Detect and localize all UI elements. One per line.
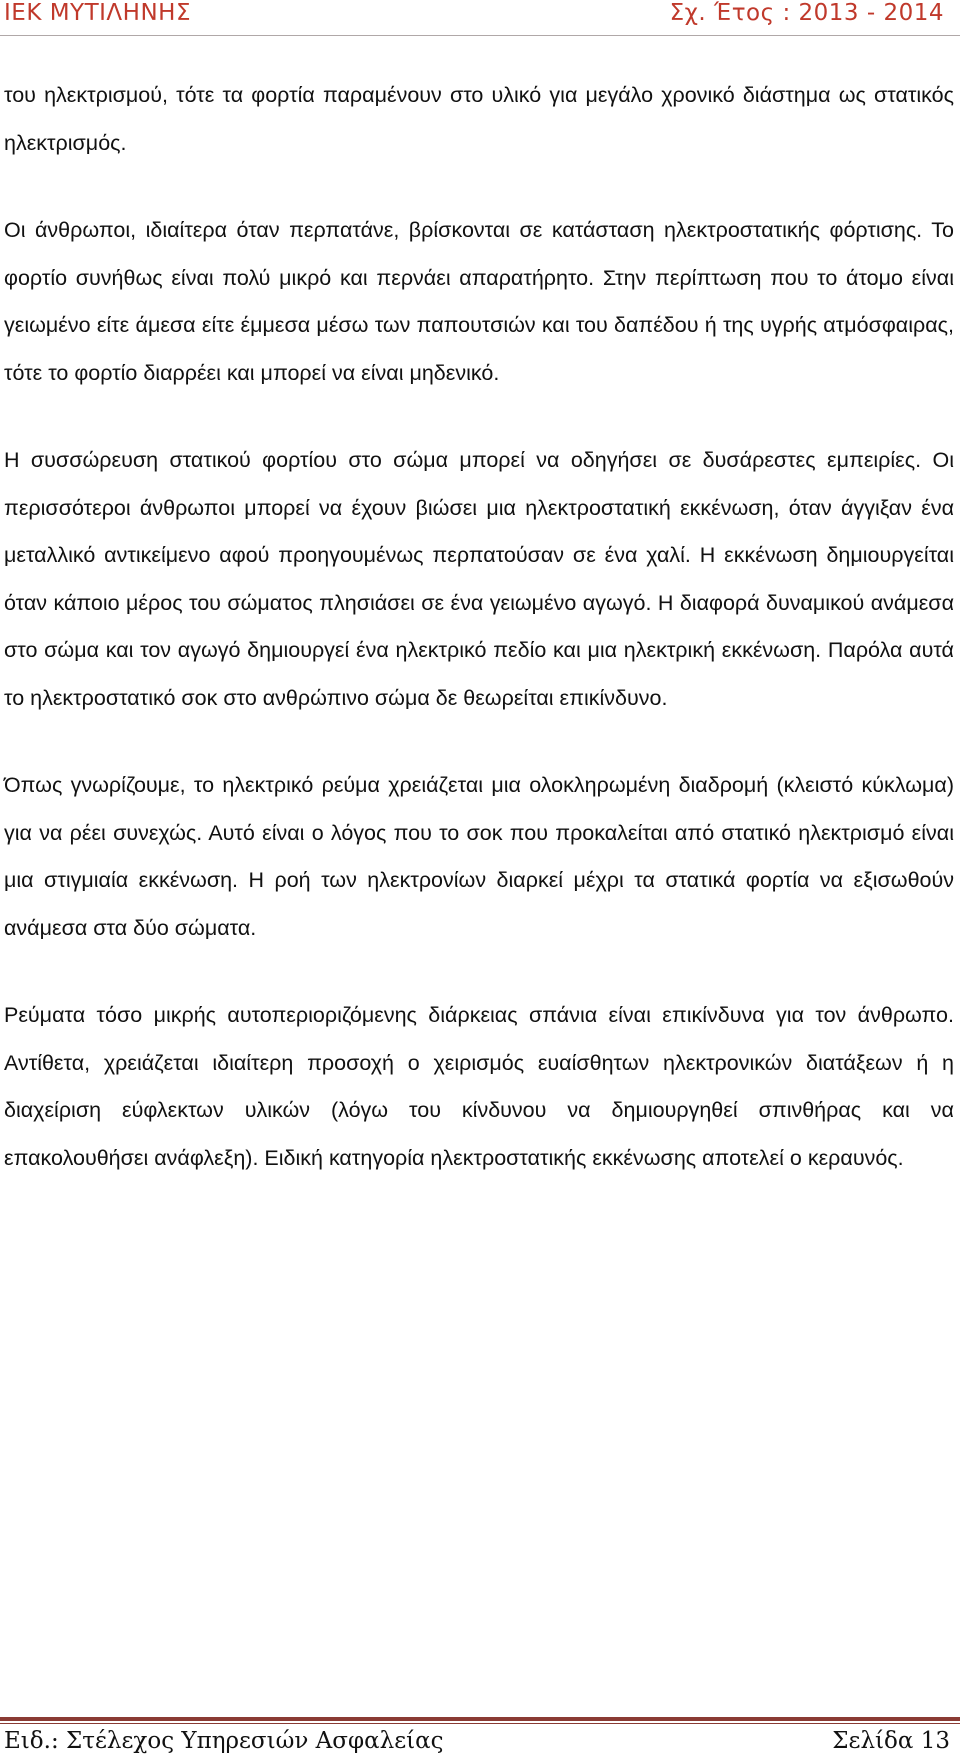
paragraph-1: του ηλεκτρισμού, τότε τα φορτία παραμένουν στο υλικό για μεγάλο χρονικό διάστημα ως στατικός ηλεκτρισμός. xyxy=(4,83,954,155)
footer-divider-thin xyxy=(0,1723,960,1724)
page-header xyxy=(0,0,960,30)
header-school-year: Σχ. Έτος : 2013 - 2014 xyxy=(669,0,944,26)
header-institution: ΙΕΚ ΜΥΤΙΛΗΝΗΣ xyxy=(4,0,191,26)
footer-divider-thick xyxy=(0,1717,960,1721)
page-number: Σελίδα 13 xyxy=(832,1728,950,1754)
paragraph-3: Η συσσώρευση στατικού φορτίου στο σώμα μπορεί να οδηγήσει σε δυσάρεστες εμπειρίες. Οι περισσότεροι άνθρωποι μπορεί να έχουν βιώσει μια ηλεκτροστατική εκκένωση, όταν άγγιξαν ένα μεταλλικό αντικείμενο αφού προηγουμένως περπατούσαν σε ένα χαλί. Η εκκένωση δημιουργείται όταν κάποιο μέρος του σώματος πλησιάσει σε ένα γειωμένο αγωγό. Η διαφορά δυναμικού ανάμεσα στο σώμα και τον αγωγό δημιουργεί ένα ηλεκτρικό πεδίο και μια ηλεκτρική εκκένωση. Παρόλα αυτά το ηλεκτροστατικό σοκ στο ανθρώπινο σώμα δε θεωρείται επικίνδυνο. xyxy=(4,448,954,710)
paragraph-2: Οι άνθρωποι, ιδιαίτερα όταν περπατάνε, βρίσκονται σε κατάσταση ηλεκτροστατικής φόρτισης. Το φορτίο συνήθως είναι πολύ μικρό και περνάει απαρατήρητο. Στην περίπτωση που το άτομο είναι γειωμένο είτε άμεσα είτε έμμεσα μέσω των παπουτσιών και του δαπέδου ή της υγρής ατμόσφαιρας, τότε το φορτίο διαρρέει και μπορεί να είναι μηδενικό. xyxy=(4,218,954,385)
paragraph-4: Όπως γνωρίζουμε, το ηλεκτρικό ρεύμα χρειάζεται μια ολοκληρωμένη διαδρομή (κλειστό κύκλωμα) για να ρέει συνεχώς. Αυτό είναι ο λόγος που το σοκ που προκαλείται από στατικό ηλεκτρισμό είναι μια στιγμιαία εκκένωση. Η ροή των ηλεκτρονίων διαρκεί μέχρι τα στατικά φορτία να εξισωθούν ανάμεσα στα δύο σώματα. xyxy=(4,773,954,940)
document-body xyxy=(4,72,954,1222)
paragraph-5: Ρεύματα τόσο μικρής αυτοπεριοριζόμενης διάρκειας σπάνια είναι επικίνδυνα για τον άνθρωπο. Αντίθετα, χρειάζεται ιδιαίτερη προσοχή ο χειρισμός ευαίσθητων ηλεκτρονικών διατάξεων ή η διαχείριση εύφλεκτων υλικών (λόγω του κίνδυνου να δημιουργηθεί σπινθήρας και να επακολουθήσει ανάφλεξη). Ειδική κατηγορία ηλεκτροστατικής εκκένωσης αποτελεί ο κεραυνός. xyxy=(4,1003,954,1170)
header-divider xyxy=(0,35,960,36)
footer-specialty: Ειδ.: Στέλεχος Υπηρεσιών Ασφαλείας xyxy=(4,1728,444,1754)
